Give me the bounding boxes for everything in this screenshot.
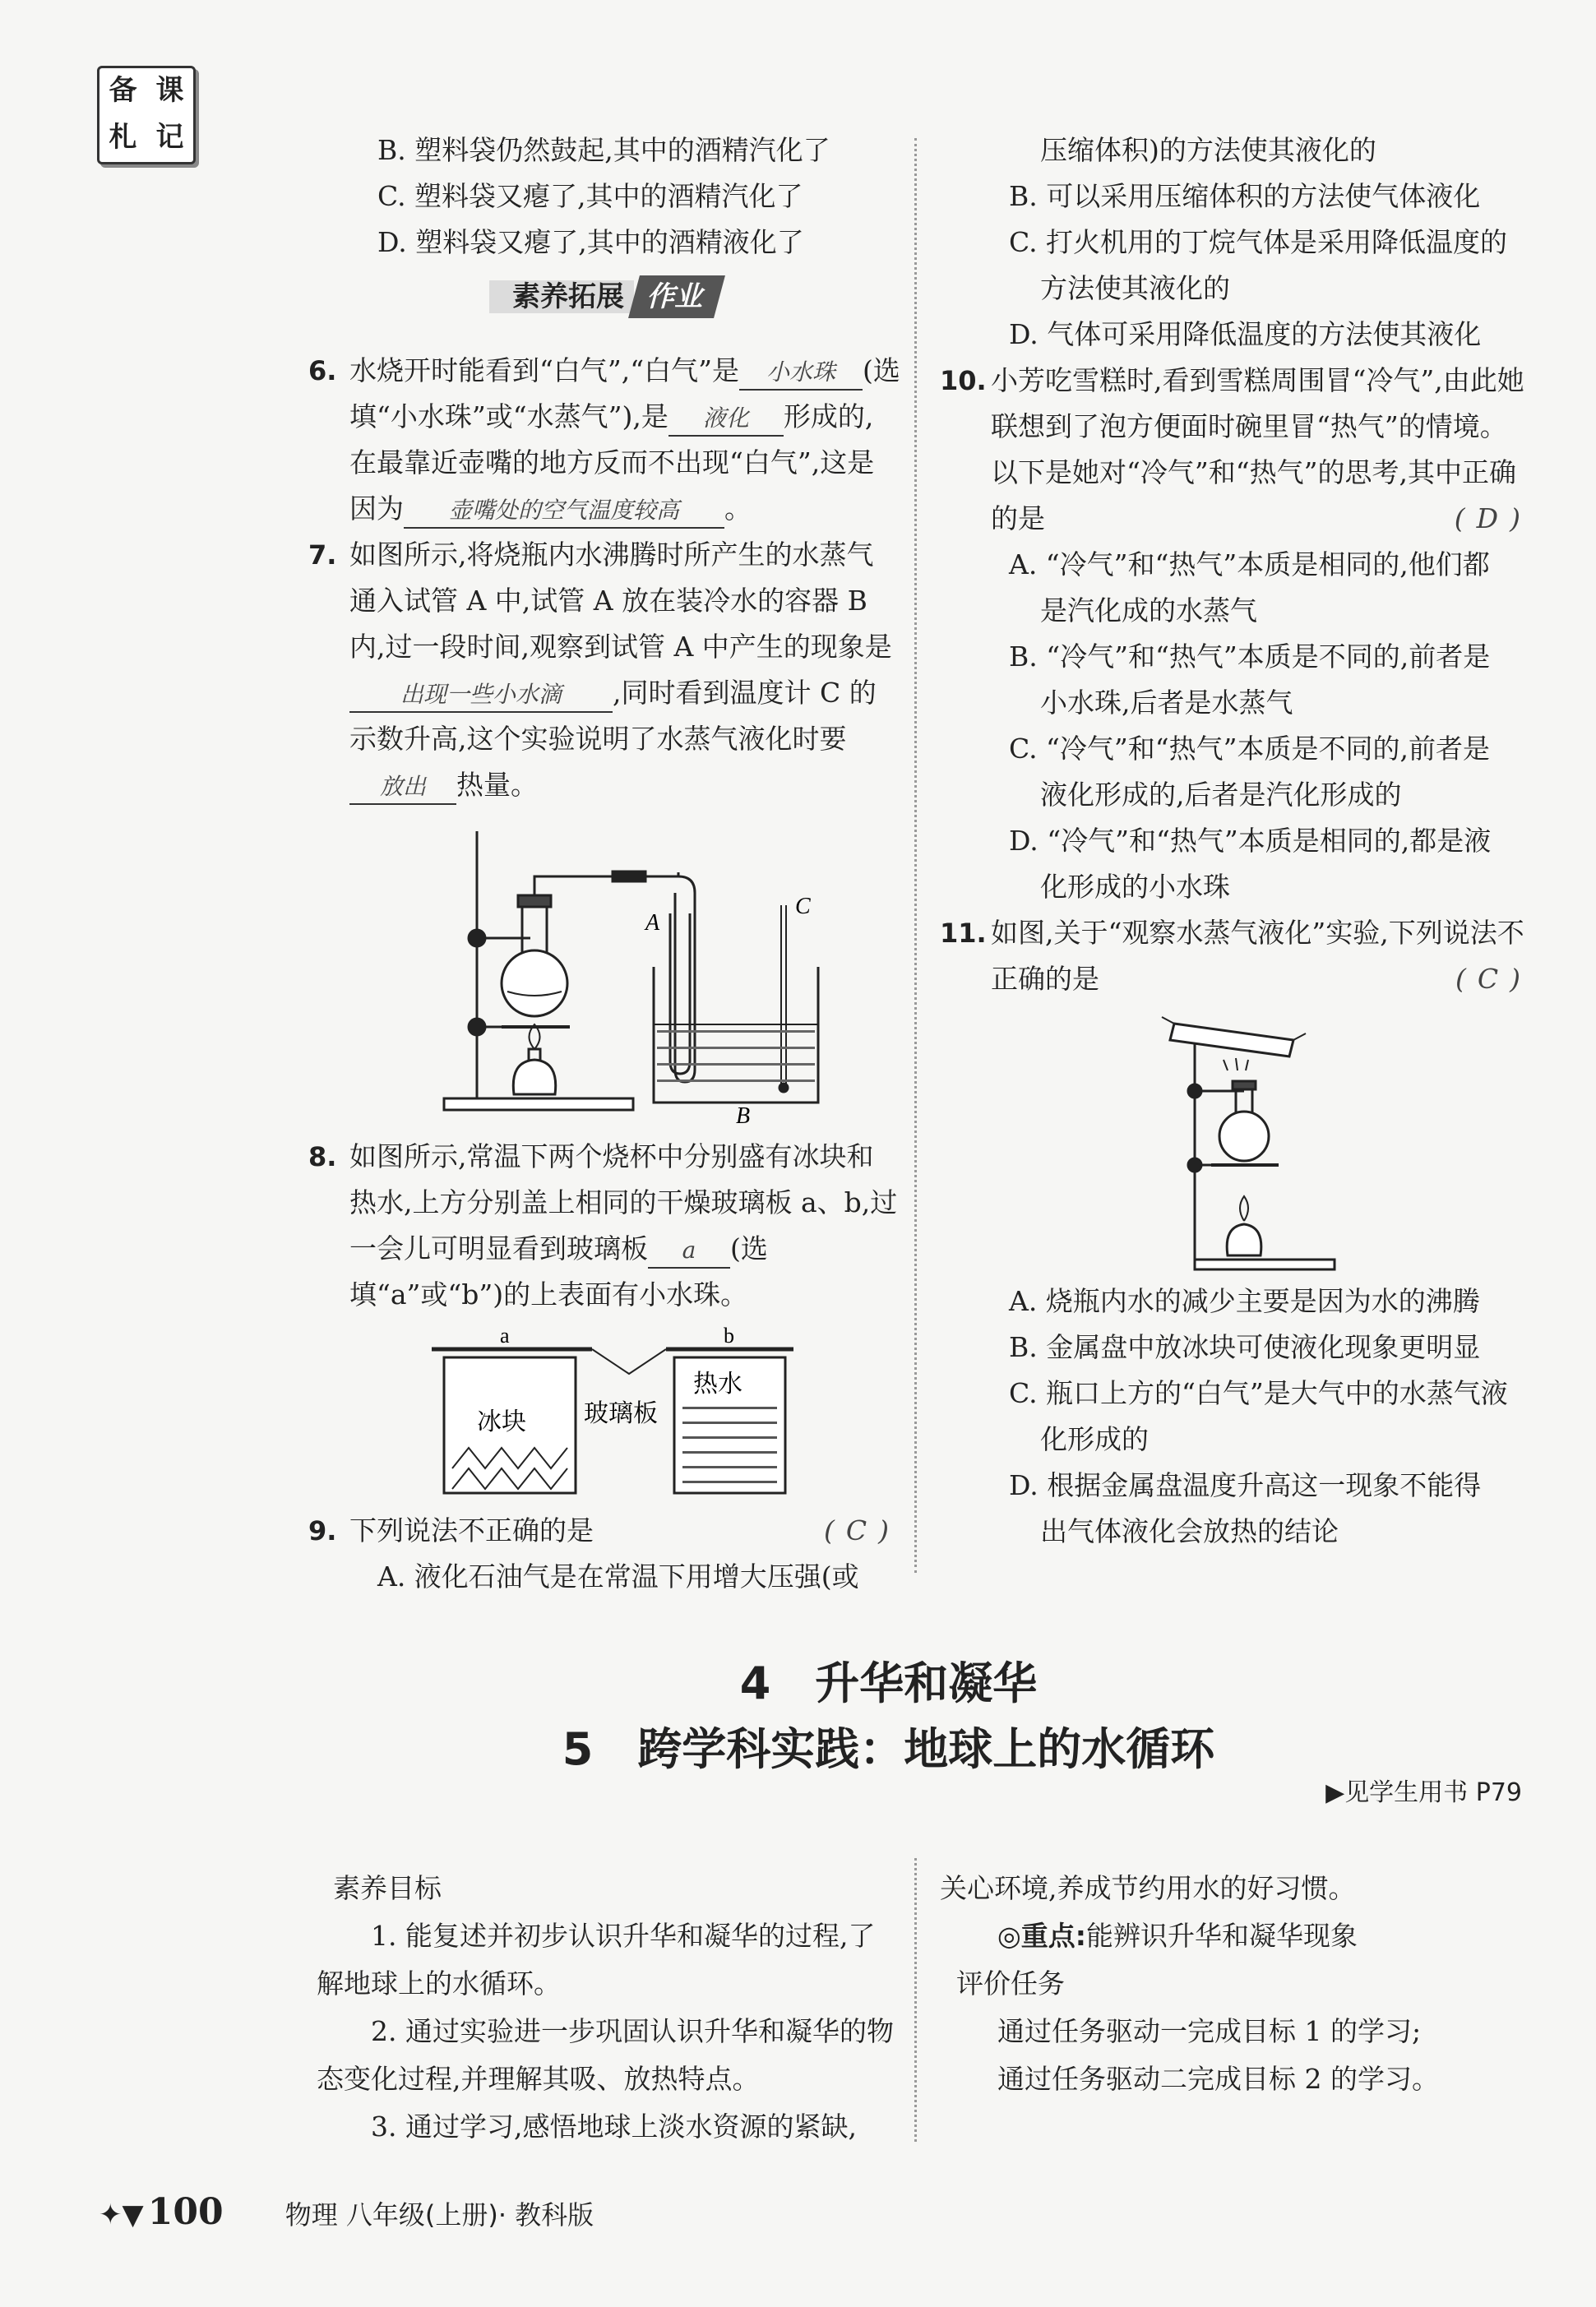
question-number: 8. xyxy=(308,1141,337,1172)
answer-blank: 小水珠 xyxy=(739,356,863,391)
q9-option-a-cont: 压缩体积)的方法使其液化的 xyxy=(1040,134,1376,166)
answer-choice xyxy=(824,1508,900,1554)
question-text: 水烧开时能看到“白气”,“白气”是 xyxy=(349,354,739,386)
answer-blank: 液化 xyxy=(668,402,784,437)
question-text: 如图所示,常温下两个烧杯中分别盛有冰块和热水,上方分别盖上相同的干燥玻璃板 a、b,过一会儿可明显看到玻璃板 xyxy=(349,1140,898,1264)
goal-2: 2. 通过实验进一步巩固认识升华和凝华的物态变化过程,并理解其吸、放热特点。 xyxy=(317,2015,894,2095)
q9-option-d: D. 气体可采用降低温度的方法使其液化 xyxy=(1009,318,1482,350)
paren: ) xyxy=(878,1514,900,1546)
goals-heading: 素养目标 xyxy=(333,1872,442,1904)
answer-choice xyxy=(1455,496,1532,542)
q5-option-c: C. 塑料袋又瘪了,其中的酒精汽化了 xyxy=(377,180,803,212)
answer-blank: 出现一些小水滴 xyxy=(349,678,613,713)
question-number: 6. xyxy=(308,355,337,386)
distillation-apparatus-figure xyxy=(308,815,900,1127)
question-6 xyxy=(308,348,900,532)
answer-blank: 放出 xyxy=(349,770,456,805)
task-1: 通过任务驱动一完成目标 1 的学习; xyxy=(997,2015,1422,2047)
key-text: 能辨识升华和凝华现象 xyxy=(1086,1920,1358,1952)
section-tag-label: 素养拓展 xyxy=(489,280,634,313)
paren: ( xyxy=(1455,963,1478,995)
question-number: 7. xyxy=(308,539,337,571)
q10-option-d-cont: 化形成的小水珠 xyxy=(1040,871,1230,903)
question-text: 小芳吃雪糕时,看到雪糕周围冒“冷气”,由此她联想到了泡方便面时碗里冒“热气”的情境。以下是她对“冷气”和“热气”的思考,其中正确的是 xyxy=(991,364,1524,534)
question-9 xyxy=(308,1508,900,1554)
section-title-5: 5 跨学科实践：地球上的水循环 xyxy=(562,1723,1215,1775)
page-footer xyxy=(99,2191,594,2233)
task-2: 通过任务驱动二完成目标 2 的学习。 xyxy=(997,2063,1439,2095)
stamp-char: 札 xyxy=(109,121,137,154)
q10-option-a-cont: 是汽化成的水蒸气 xyxy=(1040,594,1257,626)
left-column xyxy=(308,127,900,1600)
question-8 xyxy=(308,1134,900,1318)
q10-option-a: A. “冷气”和“热气”本质是相同的,他们都 xyxy=(1009,548,1490,580)
column-divider xyxy=(914,138,917,1573)
question-text: 。 xyxy=(724,492,752,525)
question-11 xyxy=(940,910,1532,1002)
q5-option-b: B. 塑料袋仍然鼓起,其中的酒精汽化了 xyxy=(377,134,830,166)
q10-option-c-cont: 液化形成的,后者是汽化形成的 xyxy=(1040,779,1402,811)
question-text: 下列说法不正确的是 xyxy=(349,1514,594,1546)
paren: ( xyxy=(824,1514,846,1546)
arrow-ornament-icon: ✦▼ xyxy=(99,2198,144,2231)
question-number: 10. xyxy=(940,365,987,396)
q9-option-a: A. 液化石油气是在常温下用增大压强(或 xyxy=(377,1560,859,1593)
question-number: 9. xyxy=(308,1515,337,1546)
answer: D xyxy=(1476,502,1510,534)
goals-right xyxy=(940,1865,1532,2103)
beakers-figure xyxy=(308,1325,900,1501)
q5-option-d: D. 塑料袋又瘪了,其中的酒精液化了 xyxy=(377,226,804,258)
q11-option-c-cont: 化形成的 xyxy=(1040,1423,1149,1455)
glass-plate-label: 玻璃板 xyxy=(584,1399,658,1428)
q10-option-b-cont: 小水珠,后者是水蒸气 xyxy=(1040,687,1293,719)
question-10 xyxy=(940,358,1532,542)
play-triangle-icon: ▶ xyxy=(1325,1778,1345,1807)
key-point xyxy=(940,1912,1532,1960)
question-text: 形成的,在最靠近壶嘴的地方反而不出现“白气”,这是因为 xyxy=(349,400,875,525)
question-text: (选填“a”或“b”)的上表面有小水珠。 xyxy=(349,1232,768,1311)
condensation-apparatus-figure xyxy=(940,1009,1532,1272)
page-number: 100 xyxy=(147,2191,224,2233)
answer: C xyxy=(1477,963,1510,995)
figure-label-c: C xyxy=(795,894,811,919)
section-tag-homework: 作业 xyxy=(628,275,725,318)
question-text: (选填“小水珠”或“水蒸气”),是 xyxy=(349,354,900,432)
stamp-char: 备 xyxy=(109,74,137,107)
answer-choice xyxy=(1455,956,1532,1002)
task-heading: 评价任务 xyxy=(956,1967,1065,2000)
goal-3: 3. 通过学习,感悟地球上淡水资源的紧缺, xyxy=(371,2111,857,2143)
key-label: ◎重点: xyxy=(997,1920,1086,1952)
q10-option-b: B. “冷气”和“热气”本质是不同的,前者是 xyxy=(1009,640,1491,673)
q11-option-d-cont: 出气体液化会放热的结论 xyxy=(1040,1515,1339,1547)
goal-3-cont: 关心环境,养成节约用水的好习惯。 xyxy=(940,1872,1356,1904)
q11-option-b: B. 金属盘中放冰块可使液化现象更明显 xyxy=(1009,1331,1481,1363)
q11-option-c: C. 瓶口上方的“白气”是大气中的水蒸气液 xyxy=(1009,1377,1508,1409)
question-text: 热量。 xyxy=(456,769,538,801)
goals-left xyxy=(317,1865,900,2151)
book-title: 物理 八年级(上册)· 教科版 xyxy=(285,2199,594,2231)
see-reference xyxy=(1325,1772,1522,1808)
stamp-char: 记 xyxy=(155,121,184,154)
section-title-4: 4 升华和凝华 xyxy=(739,1657,1038,1709)
q11-option-a: A. 烧瓶内水的减少主要是因为水的沸腾 xyxy=(1009,1285,1480,1317)
question-text: ,同时看到温度计 C 的示数升高,这个实验说明了水蒸气液化时要 xyxy=(349,677,877,755)
q10-option-c: C. “冷气”和“热气”本质是不同的,前者是 xyxy=(1009,733,1491,765)
see-reference-text: 见学生用书 P79 xyxy=(1344,1778,1522,1807)
right-column xyxy=(940,127,1532,1555)
question-text: 如图,关于“观察水蒸气液化”实验,下列说法不正确的是 xyxy=(991,917,1524,995)
stamp-char: 课 xyxy=(155,74,184,107)
question-number: 11. xyxy=(940,918,987,949)
answer-blank: a xyxy=(648,1234,730,1269)
question-text: 如图所示,将烧瓶内水沸腾时所产生的水蒸气通入试管 A 中,试管 A 放在装冷水的容器 B 内,过一段时间,观察到试管 A 中产生的现象是 xyxy=(349,539,892,663)
paren: ) xyxy=(1510,963,1532,995)
glass-label-a: a xyxy=(500,1325,510,1348)
question-7 xyxy=(308,532,900,808)
hot-water-label: 热水 xyxy=(693,1370,742,1399)
figure-label-b: B xyxy=(736,1103,751,1127)
answer: C xyxy=(845,1514,879,1546)
answer-blank: 壶嘴处的空气温度较高 xyxy=(404,494,724,529)
ice-label: 冰块 xyxy=(477,1408,526,1436)
q9-option-b: B. 可以采用压缩体积的方法使气体液化 xyxy=(1009,180,1481,212)
column-divider xyxy=(914,1858,917,2142)
paren: ( xyxy=(1454,502,1477,534)
q10-option-d: D. “冷气”和“热气”本质是相同的,都是液 xyxy=(1009,825,1492,857)
q9-option-c: C. 打火机用的丁烷气体是采用降低温度的 xyxy=(1009,226,1508,258)
glass-label-b: b xyxy=(724,1325,734,1348)
goal-1: 1. 能复述并初步认识升华和凝华的过程,了解地球上的水循环。 xyxy=(317,1920,876,2000)
section-tag xyxy=(308,266,900,348)
lesson-notes-stamp xyxy=(97,66,196,164)
q9-option-c-cont: 方法使其液化的 xyxy=(1040,272,1230,304)
figure-label-a: A xyxy=(645,910,660,936)
paren: ) xyxy=(1510,502,1532,534)
q11-option-d: D. 根据金属盘温度升高这一现象不能得 xyxy=(1009,1469,1482,1501)
